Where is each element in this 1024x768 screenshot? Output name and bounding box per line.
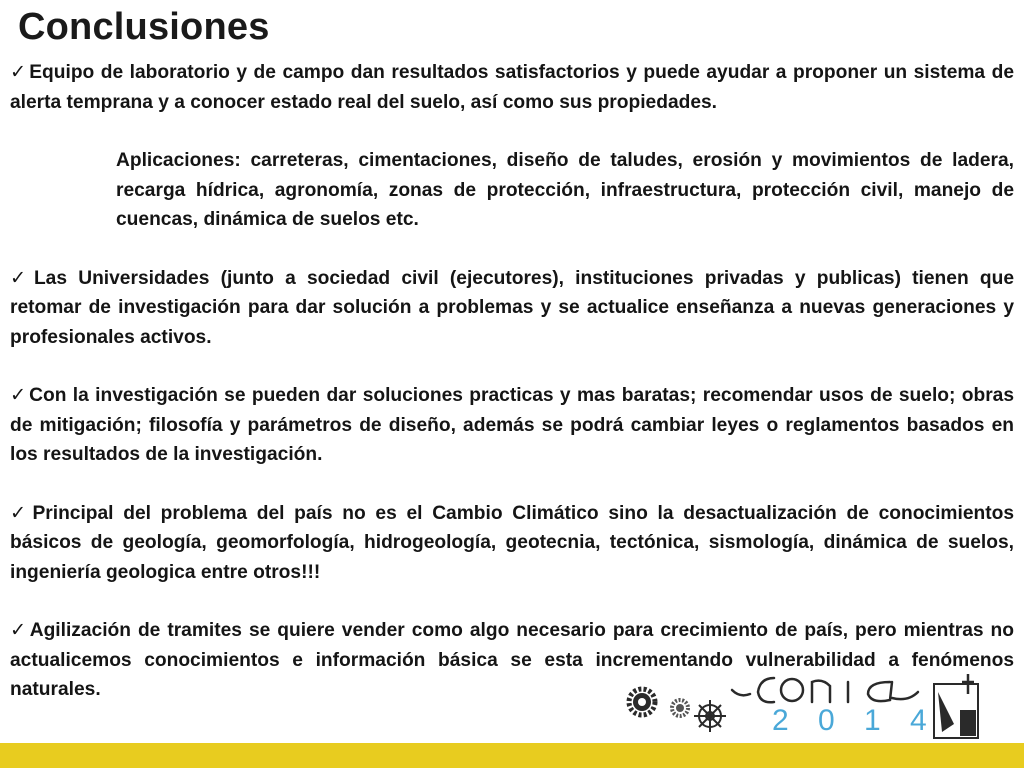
year-digit-1: 2 [772,704,789,737]
logo-graphics [622,668,984,740]
check-icon: ✓ [10,385,28,406]
conia-wordmark-icon [732,678,918,702]
year-digit-3: 1 [864,704,881,737]
ship-wheel-icon [694,700,726,732]
check-icon: ✓ [10,620,28,641]
bullet-3-text: Con la investigación se pueden dar soluciones practicas y mas baratas; recomendar usos de suelo; obras de mitigación; filosofía y parámetros de diseño, además se podrá cambiar leyes o reglamentos basados en los resultados de la investigación. [10,385,1015,465]
bullet-4 [10,499,1014,588]
bullet-1 [10,58,1014,117]
check-icon: ✓ [10,62,28,83]
slide-title: Conclusiones [18,6,270,48]
footer-bar [0,743,1024,768]
bullet-5-text: Agilización de tramites se quiere vender como algo necesario para crecimiento de país, pero mientras no actualicemos conocimientos e información básica se esta incrementando vulnerabilidad a fenómenos naturales. [10,620,1014,700]
footer-logos [622,668,984,740]
bullet-2 [10,264,1014,353]
applications-paragraph: Aplicaciones: carreteras, cimentaciones, diseño de taludes, erosión y movimientos de ladera, recarga hídrica, agronomía, zonas de protección, infraestructura, protección civil, manejo de cuencas, dinámica de suelos etc. [116,150,1014,230]
gear-icon [629,689,655,715]
bullet-2-text: Las Universidades (junto a sociedad civil (ejecutores), instituciones privadas y publicas) tienen que retomar de investigación para dar solución a problemas y se actualice enseñanza a nuevas generaciones y profesionales activos. [10,267,1014,348]
bullet-4-text: Principal del problema del país no es el Cambio Climático sino la desactualización de conocimientos básicos de geología, geomorfología, hidrogeología, geotecnia, tectónica, sismología, dinámica de suelos, ingeniería geologica entre otros!!! [10,502,1014,583]
year-digit-4: 4 [910,704,927,737]
slide-body [10,58,1014,705]
year-digit-2: 0 [818,704,835,737]
check-icon: ✓ [10,502,31,524]
bullet-3 [10,381,1014,470]
small-gear-icon [672,700,688,716]
university-logo-icon [934,674,978,738]
bullet-1-text: Equipo de laboratorio y de campo dan resultados satisfactorios y puede ayudar a proponer un sistema de alerta temprana y a conocer estado real del suelo, así como sus propiedades. [10,62,1014,113]
check-icon: ✓ [10,267,32,289]
